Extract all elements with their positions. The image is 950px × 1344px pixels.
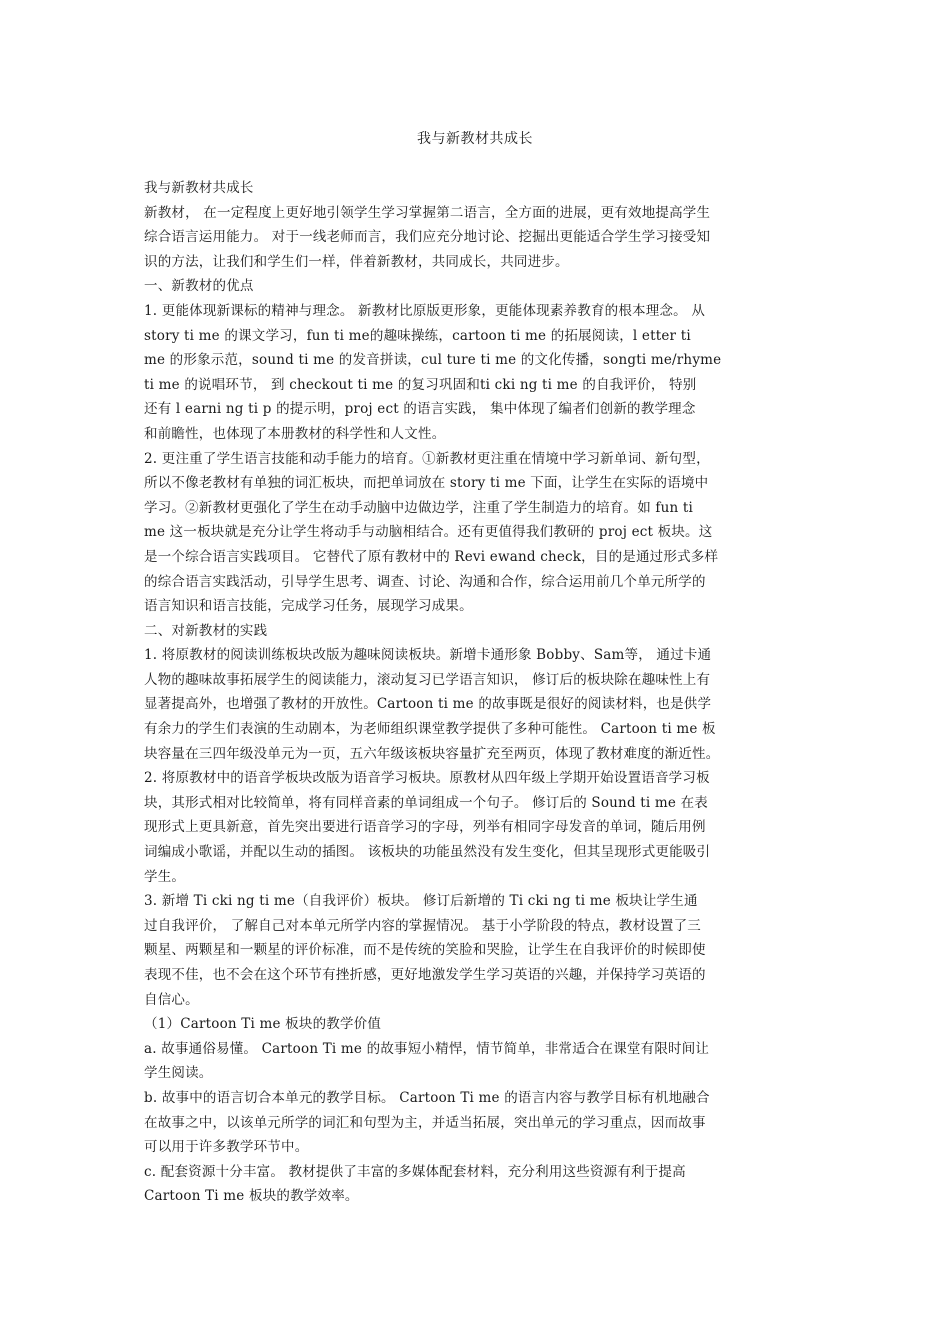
text-line: Cartoon Ti me 板块的教学效率。 bbox=[144, 1188, 359, 1205]
text-line: 表现不佳，也不会在这个环节有挫折感，更好地激发学生学习英语的兴趣，并保持学习英语的 bbox=[144, 967, 706, 983]
text-line: 语言知识和语言技能，完成学习任务，展现学习成果。 bbox=[144, 598, 473, 615]
text-line: 1. 更能体现新课标的精神与理念。 新教材比原版更形象，更能体现素养教育的根本理念。 从 bbox=[144, 302, 706, 319]
text-line: 可以用于许多教学环节中。 bbox=[144, 1139, 309, 1156]
text-line: 是一个综合语言实践项目。 它替代了原有教材中的 Revi ewand check，目的是通过形式多样 bbox=[144, 548, 719, 565]
document-body bbox=[144, 176, 816, 1209]
text-line: 的综合语言实践活动，引导学生思考、调查、讨论、沟通和合作，综合运用前几个单元所学的 bbox=[144, 573, 706, 590]
text-line: 2. 将原教材中的语音学板块改版为语音学习板块。原教材从四年级上学期开始设置语音学习板 bbox=[144, 770, 710, 787]
text-line: story ti me 的课文学习，fun ti me的趣味操练，cartoon ti me 的拓展阅读，l etter ti bbox=[144, 327, 691, 344]
text-line: 有余力的学生们表演的生动剧本，为老师组织课堂教学提供了多种可能性。 Cartoon ti me 板 bbox=[144, 721, 716, 738]
text-line: ti me 的说唱环节， 到 checkout ti me 的复习巩固和ti cki ng ti me 的自我评价， 特别 bbox=[144, 376, 697, 393]
text-line: 和前瞻性，也体现了本册教材的科学性和人文性。 bbox=[144, 425, 446, 442]
text-line: me 这一板块就是充分让学生将动手与动脑相结合。还有更值得我们教研的 proj ect 板块。这 bbox=[144, 524, 713, 541]
text-line: 3. 新增 Ti cki ng ti me（自我评价）板块。 修订后新增的 Ti cki ng ti me 板块让学生通 bbox=[144, 893, 698, 910]
text-line: a. 故事通俗易懂。 Cartoon Ti me 的故事短小精悍，情节简单，非常适合在课堂有限时间让 bbox=[144, 1040, 710, 1057]
text-line: 自信心。 bbox=[144, 991, 199, 1008]
text-line: （1）Cartoon Ti me 板块的教学价值 bbox=[144, 1016, 382, 1033]
text-line: 显著提高外，也增强了教材的开放性。Cartoon ti me 的故事既是很好的阅读材料，也是供学 bbox=[144, 696, 712, 713]
text-line: 新教材， 在一定程度上更好地引领学生学习掌握第二语言，全方面的进展，更有效地提高学生 bbox=[144, 204, 711, 221]
text-line: 我与新教材共成长 bbox=[144, 180, 254, 196]
text-line: 一、新教材的优点 bbox=[144, 278, 254, 295]
text-line: 所以不像老教材有单独的词汇板块，而把单词放在 story ti me 下面，让学生在实际的语境中 bbox=[144, 475, 709, 492]
text-line: 识的方法，让我们和学生们一样，伴着新教材，共同成长，共同进步。 bbox=[144, 253, 569, 270]
text-line: me 的形象示范，sound ti me 的发音拼读，cul ture ti me 的文化传播，songti me/rhyme bbox=[144, 352, 722, 369]
text-line: 还有 l earni ng ti p 的提示明，proj ect 的语言实践， 集中体现了编者们创新的教学理念 bbox=[144, 401, 696, 418]
text-line: 块容量在三四年级没单元为一页，五六年级该板块容量扩充至两页，体现了教材难度的渐近性。 bbox=[144, 745, 720, 762]
page-title: 我与新教材共成长 bbox=[417, 131, 533, 147]
text-line: 在故事之中，以该单元所学的词汇和句型为主，并适当拓展，突出单元的学习重点，因而故事 bbox=[144, 1114, 706, 1131]
text-line: 学习。②新教材更强化了学生在动手动脑中边做边学，注重了学生制造力的培育。如 fun ti bbox=[144, 499, 694, 516]
text-line: 词编成小歌谣，并配以生动的插图。 该板块的功能虽然没有发生变化，但其呈现形式更能吸引 bbox=[144, 844, 711, 861]
text-line: 人物的趣味故事拓展学生的阅读能力，滚动复习已学语言知识， 修订后的板块除在趣味性上有 bbox=[144, 671, 711, 688]
text-line: 二、对新教材的实践 bbox=[144, 622, 268, 639]
text-line: 1. 将原教材的阅读训练板块改版为趣味阅读板块。新增卡通形象 Bobby、Sam等， 通过卡通 bbox=[144, 647, 712, 664]
text-line: 颗星、两颗星和一颗星的评价标准，而不是传统的笑脸和哭脸，让学生在自我评价的时候即使 bbox=[144, 942, 706, 959]
text-line: c. 配套资源十分丰富。 教材提供了丰富的多媒体配套材料，充分利用这些资源有利于提高 bbox=[144, 1163, 686, 1180]
text-line: 现形式上更具新意，首先突出要进行语音学习的字母，列举有相同字母发音的单词，随后用例 bbox=[144, 819, 706, 836]
text-line: 学生。 bbox=[144, 868, 186, 885]
text-line: b. 故事中的语言切合本单元的教学目标。 Cartoon Ti me 的语言内容与教学目标有机地融合 bbox=[144, 1089, 710, 1106]
text-line: 2. 更注重了学生语言技能和动手能力的培育。①新教材更注重在情境中学习新单词、新句型， bbox=[144, 450, 710, 467]
text-line: 学生阅读。 bbox=[144, 1065, 213, 1082]
text-line: 综合语言运用能力。 对于一线老师而言，我们应充分地讨论、挖掘出更能适合学生学习接受知 bbox=[144, 229, 711, 246]
text-line: 块，其形式相对比较简单，将有同样音素的单词组成一个句子。 修订后的 Sound ti me 在表 bbox=[144, 794, 708, 811]
text-line: 过自我评价， 了解自己对本单元所学内容的掌握情况。 基于小学阶段的特点，教材设置了三 bbox=[144, 917, 701, 934]
